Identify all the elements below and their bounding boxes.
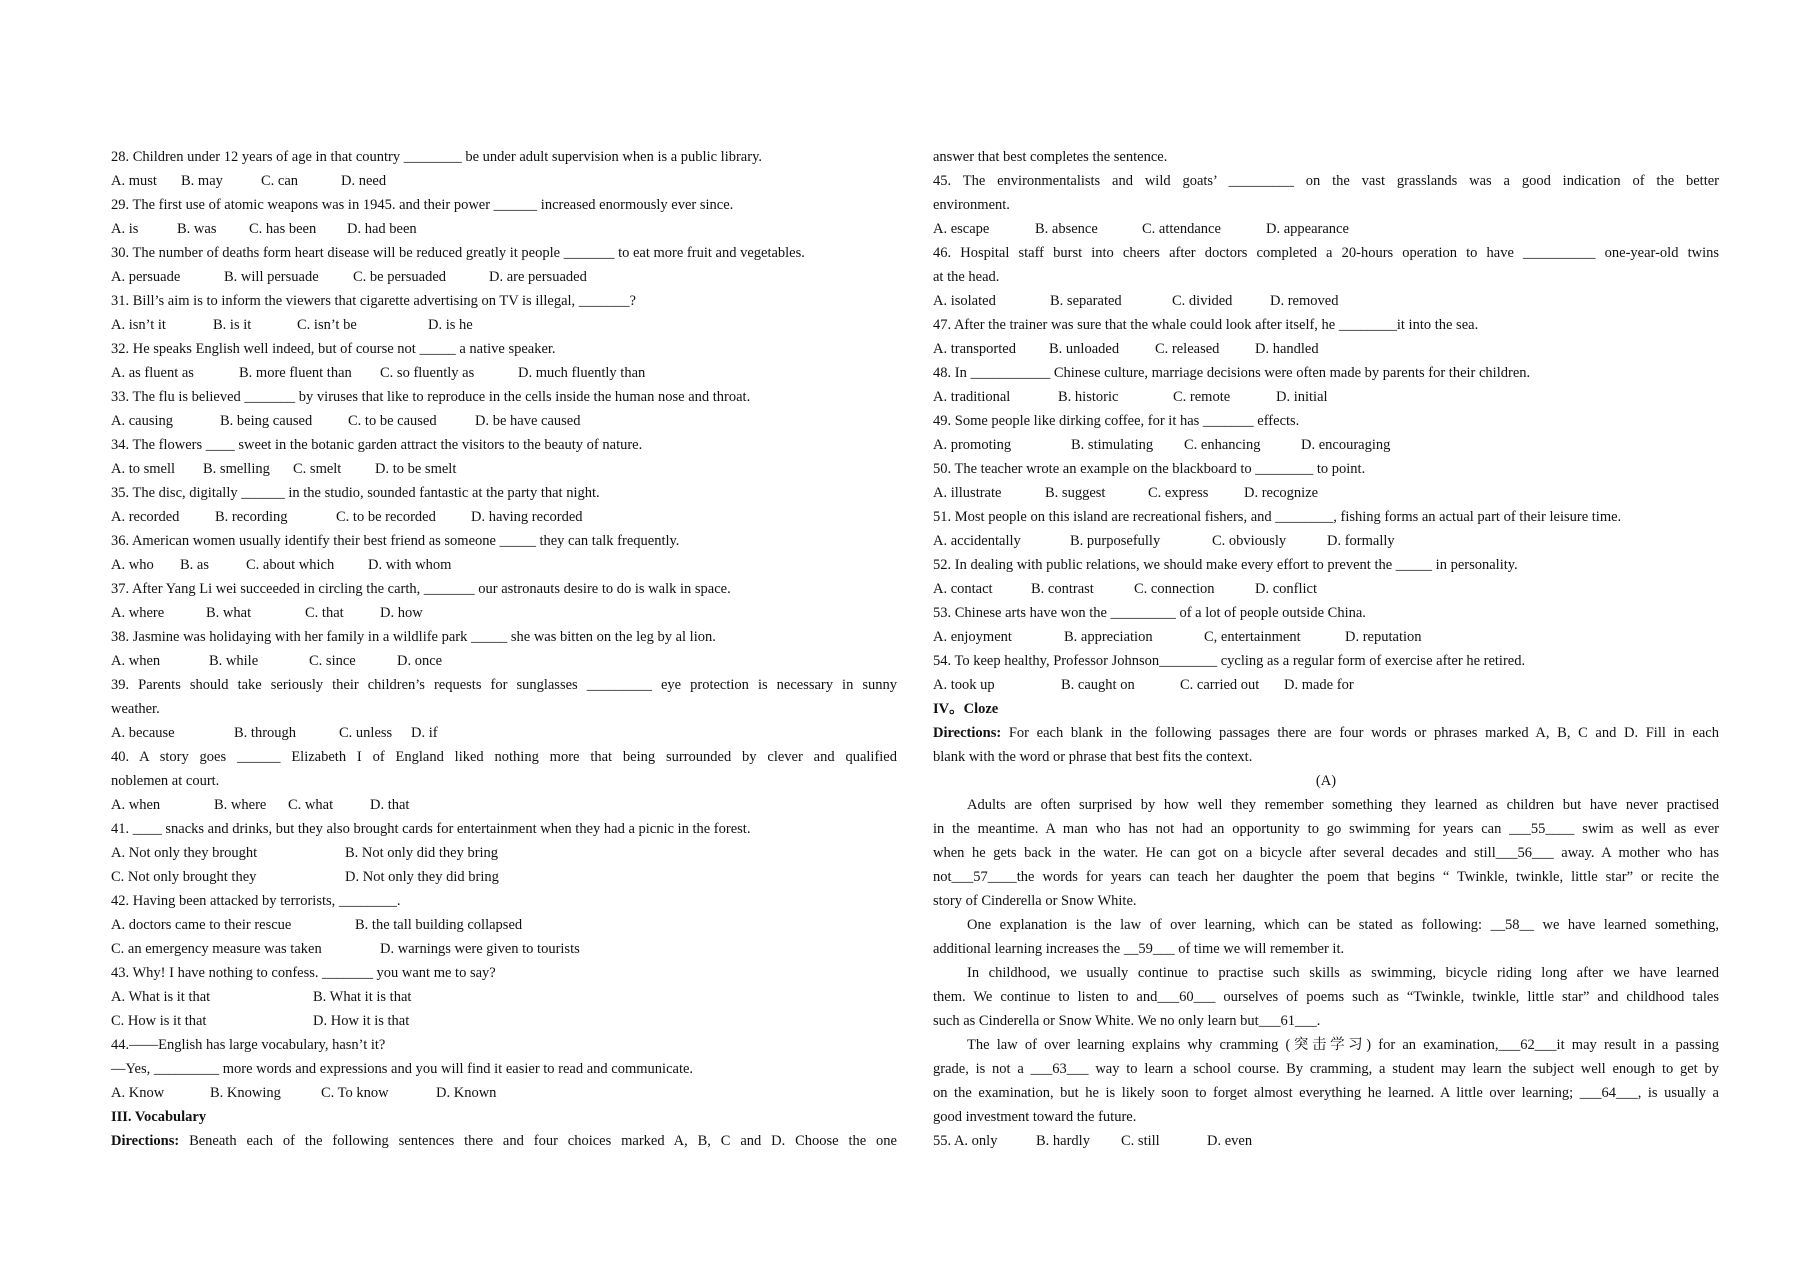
answer-option: C. since [309, 653, 356, 669]
answer-option: 55. A. only [933, 1133, 998, 1149]
text-line: 50. The teacher wrote an example on the blackboard to ________ to point. [933, 461, 1366, 477]
answer-option: D. is he [428, 317, 473, 333]
answer-options [111, 1081, 897, 1105]
text-line: story of Cinderella or Snow White. [933, 893, 1137, 909]
text-line: 51. Most people on this island are recreational fishers, and ________, fishing forms an actual part of their leisure time. [933, 509, 1622, 525]
answer-option: B. recording [215, 509, 288, 525]
answer-option: C. attendance [1142, 221, 1221, 237]
answer-option: D. had been [347, 221, 417, 237]
text-line: The law of over learning explains why cramming (突击学习) for an examination,___62___it may result in a passing [967, 1037, 1719, 1053]
answer-option: C. express [1148, 485, 1209, 501]
answer-option: C. to be caused [348, 413, 437, 429]
answer-option: D. Not only they did bring [345, 869, 499, 885]
answer-option: A. promoting [933, 437, 1012, 453]
answer-option: B. Knowing [210, 1085, 281, 1101]
answer-option: A. doctors came to their rescue [111, 917, 292, 933]
answer-option: C. How is it that [111, 1013, 207, 1029]
directions-label: Directions: [111, 1133, 180, 1149]
answer-options [111, 361, 897, 385]
text-line: —Yes, _________ more words and expressions and you will find it easier to read and communicate. [111, 1061, 694, 1077]
answer-option: A. when [111, 797, 161, 813]
answer-option: D. conflict [1255, 581, 1318, 597]
answer-option: A. is [111, 221, 139, 237]
answer-option: D. are persuaded [489, 269, 587, 285]
answer-option: B. while [209, 653, 259, 669]
text-line: 48. In ___________ Chinese culture, marriage decisions were often made by parents for their children. [933, 365, 1531, 381]
answer-options [111, 409, 897, 433]
section-heading: III. Vocabulary [111, 1109, 207, 1125]
text-line: additional learning increases the __59___ of time we will remember it. [933, 941, 1345, 957]
answer-option: D. to be smelt [375, 461, 457, 477]
text-line: 49. Some people like dirking coffee, for it has _______ effects. [933, 413, 1300, 429]
text-line: 38. Jasmine was holidaying with her family in a wildlife park _____ she was bitten on the leg by al lion. [111, 629, 716, 645]
answer-options [933, 577, 1719, 601]
answer-option: B. was [177, 221, 217, 237]
answer-option: B. may [181, 173, 223, 189]
text-line: 47. After the trainer was sure that the whale could look after itself, he ________it into the sea. [933, 317, 1479, 333]
answer-options [933, 217, 1719, 241]
answer-option: A. Not only they brought [111, 845, 258, 861]
answer-options [933, 433, 1719, 457]
directions-text: Directions: Beneath each of the following sentences there and four choices marked A, B, C and D. Choose the one [111, 1133, 897, 1149]
right-column [933, 145, 1719, 1153]
answer-option: A. causing [111, 413, 174, 429]
answer-option: D. encouraging [1301, 437, 1391, 453]
answer-options [111, 505, 897, 529]
text-line: 42. Having been attacked by terrorists, ________. [111, 893, 401, 909]
answer-option: A. isolated [933, 293, 996, 309]
directions-text: Directions: For each blank in the following passages there are four words or phrases marked A, B, C and D. Fill in each [933, 725, 1719, 741]
text-line: grade, is not a ___63___ way to learn a school course. By cramming, a student may learn the subject well enough to get by [933, 1061, 1719, 1077]
answer-option: D. once [397, 653, 443, 669]
answer-option: B. where [214, 797, 267, 813]
answer-option: C. an emergency measure was taken [111, 941, 322, 957]
answer-option: B. the tall building collapsed [355, 917, 523, 933]
answer-option: A. accidentally [933, 533, 1021, 549]
answer-option: B. purposefully [1070, 533, 1161, 549]
answer-option: B. unloaded [1049, 341, 1120, 357]
answer-options [933, 337, 1719, 361]
answer-option: A. What is it that [111, 989, 211, 1005]
answer-option: B. smelling [203, 461, 270, 477]
answer-option: C. connection [1134, 581, 1215, 597]
answer-option: B. contrast [1031, 581, 1094, 597]
answer-option: D. need [341, 173, 387, 189]
text-line: 41. ____ snacks and drinks, but they also brought cards for entertainment when they had a picnic in the forest. [111, 821, 751, 837]
answer-option: B. absence [1035, 221, 1098, 237]
answer-option: C. released [1155, 341, 1220, 357]
text-line: 33. The flu is believed _______ by viruses that like to reproduce in the cells inside the human nose and throat. [111, 389, 751, 405]
answer-options [933, 289, 1719, 313]
answer-option: B. suggest [1045, 485, 1106, 501]
answer-option: A. isn’t it [111, 317, 166, 333]
answer-option: C. that [305, 605, 344, 621]
text-line: 37. After Yang Li wei succeeded in circling the carth, _______ our astronauts desire to do is walk in space. [111, 581, 731, 597]
answer-option: C. isn’t be [297, 317, 357, 333]
section-heading: IV。Cloze [933, 701, 999, 717]
text-line: Adults are often surprised by how well they remember something they learned as children but have never practised [967, 797, 1719, 813]
answer-options [933, 529, 1719, 553]
text-line: One explanation is the law of over learning, which can be stated as following: __58__ we have learned something, [967, 917, 1719, 933]
answer-option: C. unless [339, 725, 393, 741]
text-line: 34. The flowers ____ sweet in the botanic garden attract the visitors to the beauty of nature. [111, 437, 643, 453]
answer-option: C. Not only brought they [111, 869, 257, 885]
answer-option: C. carried out [1180, 677, 1260, 693]
text-line: 28. Children under 12 years of age in that country ________ be under adult supervision when is a public library. [111, 149, 763, 165]
answer-options [933, 481, 1719, 505]
answer-option: D. even [1207, 1133, 1253, 1149]
answer-option: A. who [111, 557, 154, 573]
text-line: noblemen at court. [111, 773, 220, 789]
answer-option: D. if [411, 725, 438, 741]
text-line: 45. The environmentalists and wild goats’ _________ on the vast grasslands was a good indication of the better [933, 173, 1719, 189]
answer-option: A. traditional [933, 389, 1011, 405]
answer-options [933, 1129, 1719, 1153]
answer-option: D. with whom [368, 557, 452, 573]
answer-option: D. be have caused [475, 413, 581, 429]
text-line: 53. Chinese arts have won the _________ of a lot of people outside China. [933, 605, 1366, 621]
answer-option: C. so fluently as [380, 365, 475, 381]
answer-option: B. through [234, 725, 297, 741]
answer-option: D. reputation [1345, 629, 1422, 645]
answer-options [111, 841, 897, 865]
answer-option: B. what [206, 605, 252, 621]
text-line: 30. The number of deaths form heart disease will be reduced greatly it people _______ to eat more fruit and vegetables. [111, 245, 805, 261]
answer-option: C. be persuaded [353, 269, 447, 285]
text-line: good investment toward the future. [933, 1109, 1137, 1125]
text-line: 31. Bill’s aim is to inform the viewers that cigarette advertising on TV is illegal, _______? [111, 293, 636, 309]
left-column [111, 145, 897, 1153]
answer-option: C. about which [246, 557, 335, 573]
answer-option: B. more fluent than [239, 365, 352, 381]
answer-option: C. can [261, 173, 299, 189]
answer-option: D. removed [1270, 293, 1339, 309]
text-line: 52. In dealing with public relations, we should make every effort to prevent the _____ in personality. [933, 557, 1518, 573]
text-line: 54. To keep healthy, Professor Johnson________ cycling as a regular form of exercise after he retired. [933, 653, 1526, 669]
answer-option: C. smelt [293, 461, 342, 477]
answer-options [111, 601, 897, 625]
text-line: in the meantime. A man who has not had an opportunity to go swimming for years can ___55____ swim as well as ever [933, 821, 1719, 837]
answer-options [111, 169, 897, 193]
answer-option: A. enjoyment [933, 629, 1012, 645]
answer-option: D. having recorded [471, 509, 583, 525]
answer-options [111, 913, 897, 937]
answer-options [111, 217, 897, 241]
text-line: 43. Why! I have nothing to confess. _______ you want me to say? [111, 965, 496, 981]
answer-options [111, 313, 897, 337]
answer-option: A. persuade [111, 269, 181, 285]
answer-option: A. must [111, 173, 157, 189]
answer-option: D. recognize [1244, 485, 1319, 501]
text-line: 44.——English has large vocabulary, hasn’t it? [111, 1037, 386, 1053]
text-line: 40. A story goes ______ Elizabeth I of England liked nothing more that being surrounded by clever and qualified [111, 749, 897, 765]
text-line: 39. Parents should take seriously their children’s requests for sunglasses _________ eye protection is necessary in sunny [111, 677, 897, 693]
answer-option: C. To know [321, 1085, 389, 1101]
answer-option: B. will persuade [224, 269, 319, 285]
directions-label: Directions: [933, 725, 1002, 741]
answer-option: D. appearance [1266, 221, 1349, 237]
answer-option: D. initial [1276, 389, 1328, 405]
answer-option: D. formally [1327, 533, 1395, 549]
answer-option: A. transported [933, 341, 1016, 357]
answer-options [111, 985, 897, 1009]
answer-options [111, 937, 897, 961]
answer-options [933, 385, 1719, 409]
answer-option: D. much fluently than [518, 365, 646, 381]
text-line: In childhood, we usually continue to practise such skills as swimming, bicycle riding long after we have learned [967, 965, 1719, 981]
answer-options [111, 265, 897, 289]
answer-options [111, 457, 897, 481]
answer-option: C. enhancing [1184, 437, 1261, 453]
answer-option: C. obviously [1212, 533, 1287, 549]
text-line: 46. Hospital staff burst into cheers after doctors completed a 20-hours operation to have __________ one-year-old twins [933, 245, 1719, 261]
text-line: 36. American women usually identify their best friend as someone _____ they can talk frequently. [111, 533, 680, 549]
answer-option: A. as fluent as [111, 365, 194, 381]
passage-label: (A) [1315, 773, 1337, 789]
answer-option: B. as [180, 557, 209, 573]
answer-option: A. where [111, 605, 165, 621]
answer-option: B. caught on [1061, 677, 1135, 693]
answer-option: B. is it [213, 317, 252, 333]
text-line: 29. The first use of atomic weapons was in 1945. and their power ______ increased enormously ever since. [111, 197, 734, 213]
answer-option: B. historic [1058, 389, 1119, 405]
answer-option: C. still [1121, 1133, 1160, 1149]
answer-options [111, 553, 897, 577]
answer-option: C. remote [1173, 389, 1231, 405]
text-line: on the examination, but he is likely soon to forget almost everything he learned. A little over learning; ___64___, is usually a [933, 1085, 1719, 1101]
answer-option: B. What it is that [313, 989, 412, 1005]
answer-option: A. contact [933, 581, 993, 597]
answer-options [111, 865, 897, 889]
answer-option: D. that [370, 797, 410, 813]
answer-option: D. warnings were given to tourists [380, 941, 580, 957]
answer-option: B. appreciation [1064, 629, 1153, 645]
text-line: such as Cinderella or Snow White. We no only learn but___61___. [933, 1013, 1321, 1029]
answer-option: B. hardly [1036, 1133, 1090, 1149]
answer-option: D. Known [436, 1085, 497, 1101]
answer-option: A. Know [111, 1085, 165, 1101]
answer-option: D. How it is that [313, 1013, 410, 1029]
answer-option: D. how [380, 605, 423, 621]
answer-option: B. being caused [220, 413, 313, 429]
answer-option: B. stimulating [1071, 437, 1154, 453]
answer-option: A. illustrate [933, 485, 1002, 501]
text-line: when he gets back in the water. He can got on a bicycle after several decades and still___56___ away. A mother who has [933, 845, 1719, 861]
text-line: 35. The disc, digitally ______ in the studio, sounded fantastic at the party that night. [111, 485, 600, 501]
answer-options [933, 673, 1719, 697]
answer-option: A. when [111, 653, 161, 669]
text-line: blank with the word or phrase that best fits the context. [933, 749, 1253, 765]
answer-options [933, 625, 1719, 649]
answer-option: C. to be recorded [336, 509, 436, 525]
answer-option: C. has been [249, 221, 317, 237]
text-line: weather. [111, 701, 160, 717]
text-line: 32. He speaks English well indeed, but of course not _____ a native speaker. [111, 341, 556, 357]
answer-options [111, 793, 897, 817]
text-line: at the head. [933, 269, 1000, 285]
text-line: environment. [933, 197, 1010, 213]
answer-option: A. because [111, 725, 175, 741]
answer-options [111, 1009, 897, 1033]
answer-options [111, 721, 897, 745]
answer-option: A. escape [933, 221, 990, 237]
answer-option: A. to smell [111, 461, 176, 477]
answer-option: C. divided [1172, 293, 1233, 309]
text-line: not___57____the words for years can teach her daughter the poem that begins “ Twinkle, twinkle, little star” or recite the [933, 869, 1719, 885]
text-line: answer that best completes the sentence. [933, 149, 1168, 165]
answer-option: C, entertainment [1204, 629, 1301, 645]
answer-option: D. handled [1255, 341, 1319, 357]
answer-option: A. recorded [111, 509, 180, 525]
answer-option: A. took up [933, 677, 995, 693]
answer-option: D. made for [1284, 677, 1354, 693]
answer-options [111, 649, 897, 673]
answer-option: B. separated [1050, 293, 1122, 309]
answer-option: C. what [288, 797, 334, 813]
answer-option: B. Not only did they bring [345, 845, 499, 861]
text-line: them. We continue to listen to and___60___ ourselves of poems such as “Twinkle, twinkle, little star” and childhood tales [933, 989, 1719, 1005]
